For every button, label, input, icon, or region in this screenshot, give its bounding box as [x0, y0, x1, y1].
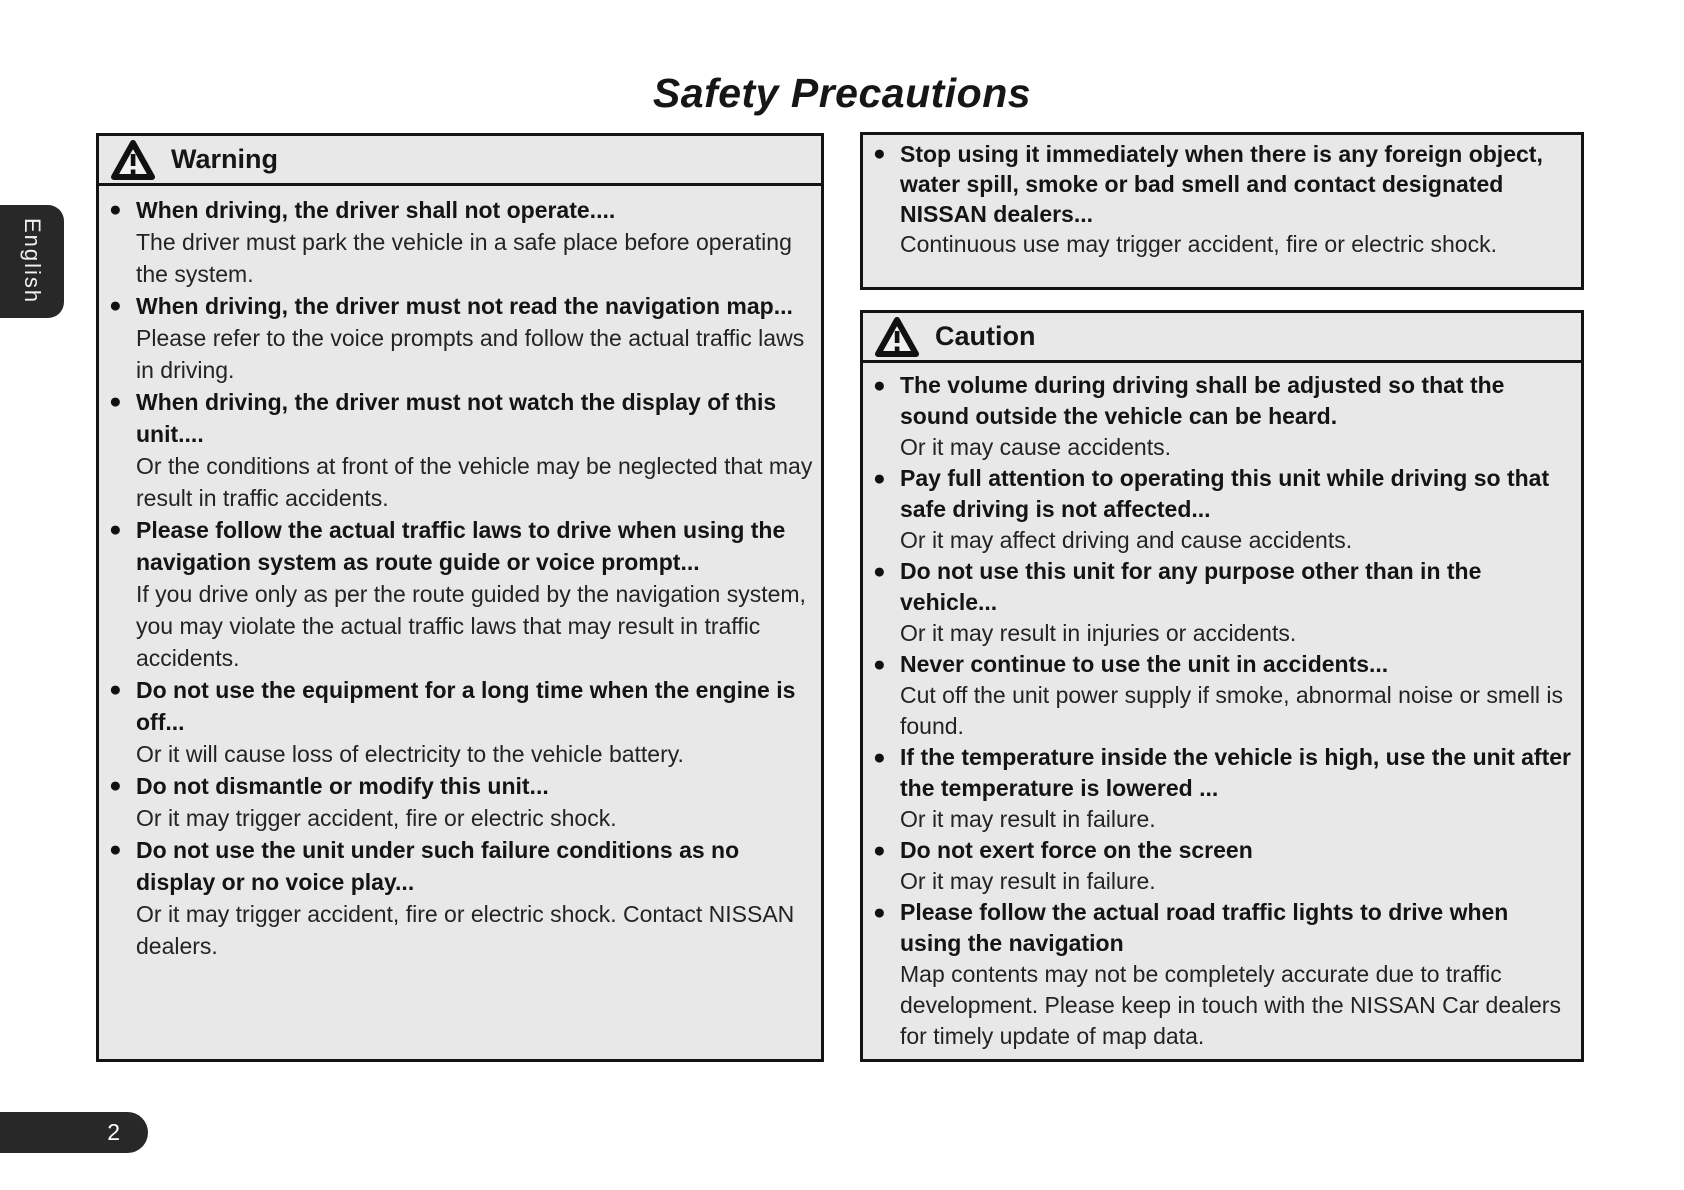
item-body: Map contents may not be completely accurate due to traffic development. Please keep in touch with the NISSAN Car dealers for timely update of map data. [900, 961, 1561, 1049]
list-item [873, 556, 1575, 649]
warning-box [96, 133, 824, 1062]
bullet-icon: ● [873, 746, 886, 769]
item-heading: Do not use the equipment for a long time when the engine is off... [136, 677, 796, 735]
item-heading: Do not use the unit under such failure conditions as no display or no voice play... [136, 837, 740, 895]
list-item [873, 370, 1575, 463]
bullet-icon: ● [109, 518, 122, 541]
list-item [873, 897, 1575, 1052]
bullet-icon: ● [873, 839, 886, 862]
item-body: Or it may result in failure. [900, 868, 1156, 894]
item-body: Or it may affect driving and cause accidents. [900, 527, 1353, 553]
list-item [109, 194, 815, 290]
item-body: Or it may cause accidents. [900, 434, 1171, 460]
list-item [109, 386, 815, 514]
item-heading: If the temperature inside the vehicle is high, use the unit after the temperature is lowered ... [900, 744, 1571, 801]
item-heading: Do not exert force on the screen [900, 837, 1253, 863]
bullet-icon: ● [109, 774, 122, 797]
item-heading: Please follow the actual road traffic lights to drive when using the navigation [900, 899, 1509, 956]
list-item [109, 674, 815, 770]
item-heading: When driving, the driver must not read the navigation map... [136, 293, 793, 319]
bullet-icon: ● [873, 467, 886, 490]
item-body: Or it will cause loss of electricity to the vehicle battery. [136, 741, 684, 767]
continuation-list [863, 135, 1581, 259]
caution-box [860, 310, 1584, 1062]
list-item [873, 649, 1575, 742]
caution-header-label: Caution [935, 321, 1036, 351]
item-heading: Do not dismantle or modify this unit... [136, 773, 549, 799]
page-number: 2 [107, 1119, 120, 1145]
caution-box-header [863, 313, 1581, 363]
item-body: Or the conditions at front of the vehicle may be neglected that may result in traffic accidents. [136, 453, 813, 511]
warning-continuation-box [860, 132, 1584, 290]
item-body: The driver must park the vehicle in a safe place before operating the system. [136, 229, 792, 287]
item-heading: Stop using it immediately when there is any foreign object, water spill, smoke or bad smell and contact designated NISSAN dealers... [900, 141, 1543, 227]
language-tab-label: English [20, 218, 45, 305]
item-heading: The volume during driving shall be adjusted so that the sound outside the vehicle can be heard. [900, 372, 1505, 429]
bullet-icon: ● [109, 198, 122, 221]
caution-triangle-icon [875, 317, 919, 357]
item-body: Please refer to the voice prompts and follow the actual traffic laws in driving. [136, 325, 805, 383]
bullet-icon: ● [109, 838, 122, 861]
list-item [109, 770, 815, 834]
item-heading: When driving, the driver must not watch the display of this unit.... [136, 389, 777, 447]
language-tab-english [0, 205, 64, 318]
bullet-icon: ● [873, 142, 886, 165]
item-body: Or it may result in failure. [900, 806, 1156, 832]
page-title: Safety Precautions [652, 70, 1032, 116]
bullet-icon: ● [873, 653, 886, 676]
list-item [873, 835, 1575, 897]
item-body: Continuous use may trigger accident, fire or electric shock. [900, 231, 1497, 257]
bullet-icon: ● [873, 374, 886, 397]
bullet-icon: ● [109, 678, 122, 701]
warning-header-label: Warning [171, 144, 278, 174]
list-item [873, 463, 1575, 556]
warning-list [99, 186, 821, 962]
bullet-icon: ● [873, 560, 886, 583]
warning-box-header [99, 136, 821, 186]
item-heading: Pay full attention to operating this unit while driving so that safe driving is not affected... [900, 465, 1550, 522]
item-heading: Never continue to use the unit in accidents... [900, 651, 1389, 677]
item-heading: Do not use this unit for any purpose other than in the vehicle... [900, 558, 1482, 615]
item-heading: Please follow the actual traffic laws to drive when using the navigation system as route guide or voice prompt... [136, 517, 786, 575]
page-number-tab [0, 1112, 148, 1153]
list-item [109, 514, 815, 674]
bullet-icon: ● [109, 390, 122, 413]
item-body: Or it may trigger accident, fire or electric shock. Contact NISSAN dealers. [136, 901, 795, 959]
list-item [109, 834, 815, 962]
list-item [873, 742, 1575, 835]
item-body: Or it may trigger accident, fire or electric shock. [136, 805, 617, 831]
item-body: Cut off the unit power supply if smoke, abnormal noise or smell is found. [900, 682, 1564, 739]
bullet-icon: ● [873, 901, 886, 924]
bullet-icon: ● [109, 294, 122, 317]
item-heading: When driving, the driver shall not operate.... [136, 197, 616, 223]
caution-list [863, 363, 1581, 1052]
item-body: Or it may result in injuries or accidents. [900, 620, 1297, 646]
list-item [109, 290, 815, 386]
list-item [873, 139, 1575, 259]
item-body: If you drive only as per the route guided by the navigation system, you may violate the actual traffic laws that may result in traffic accidents. [136, 581, 806, 671]
warning-triangle-icon [111, 140, 155, 180]
